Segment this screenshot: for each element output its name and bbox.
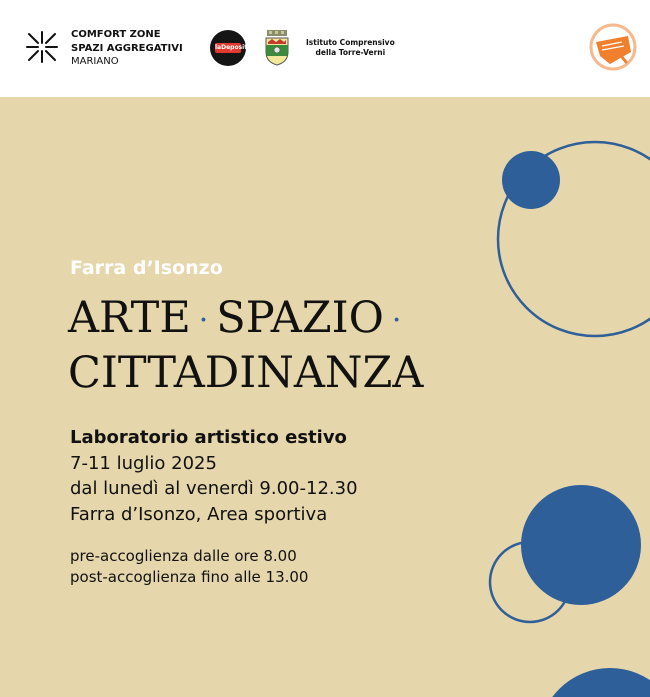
istituto-line1: Istituto Comprensivo xyxy=(306,38,395,47)
comfort-zone-text xyxy=(71,28,183,69)
location-label: Farra d’Isonzo xyxy=(70,257,223,279)
deposito-logo xyxy=(210,30,252,66)
title-separator-dot: · xyxy=(198,303,209,338)
details-heading: Laboratorio artistico estivo xyxy=(70,427,347,448)
details-place: Farra d’Isonzo, Area sportiva xyxy=(70,503,328,525)
con-i-bambini-logo-icon xyxy=(588,22,638,72)
title-line2 xyxy=(68,347,423,399)
municipal-crest-icon xyxy=(263,30,291,66)
details-dates: 7-11 luglio 2025 xyxy=(70,452,217,474)
comfort-zone-line1: COMFORT ZONE xyxy=(71,29,161,40)
title-word-spazio: SPAZIO xyxy=(216,293,384,343)
comfort-zone-line3: MARIANO xyxy=(71,56,119,67)
istituto-text xyxy=(306,38,395,58)
title-word-arte: ARTE xyxy=(68,293,191,343)
event-title xyxy=(68,292,423,399)
event-details xyxy=(70,425,358,527)
small-filled-circle-top xyxy=(502,151,560,209)
filled-circle-bottom xyxy=(521,485,641,605)
title-line1 xyxy=(68,292,423,347)
title-word-cittadinanza: CITTADINANZA xyxy=(68,348,424,398)
header-bar xyxy=(0,0,650,97)
post-accoglienza: post-accoglienza fino alle 13.00 xyxy=(70,568,309,586)
pre-accoglienza: pre-accoglienza dalle ore 8.00 xyxy=(70,547,297,565)
title-separator-dot: · xyxy=(391,303,402,338)
extra-hours xyxy=(70,546,308,588)
partial-circle-corner xyxy=(538,668,650,697)
comfort-zone-line2: SPAZI AGGREGATIVI xyxy=(71,42,183,54)
istituto-line2: della Torre-Verni xyxy=(315,48,386,57)
comfort-zone-logo-icon xyxy=(25,30,59,64)
details-time: dal lunedì al venerdì 9.00-12.30 xyxy=(70,478,358,499)
deposito-label: laDeposito xyxy=(215,44,252,51)
